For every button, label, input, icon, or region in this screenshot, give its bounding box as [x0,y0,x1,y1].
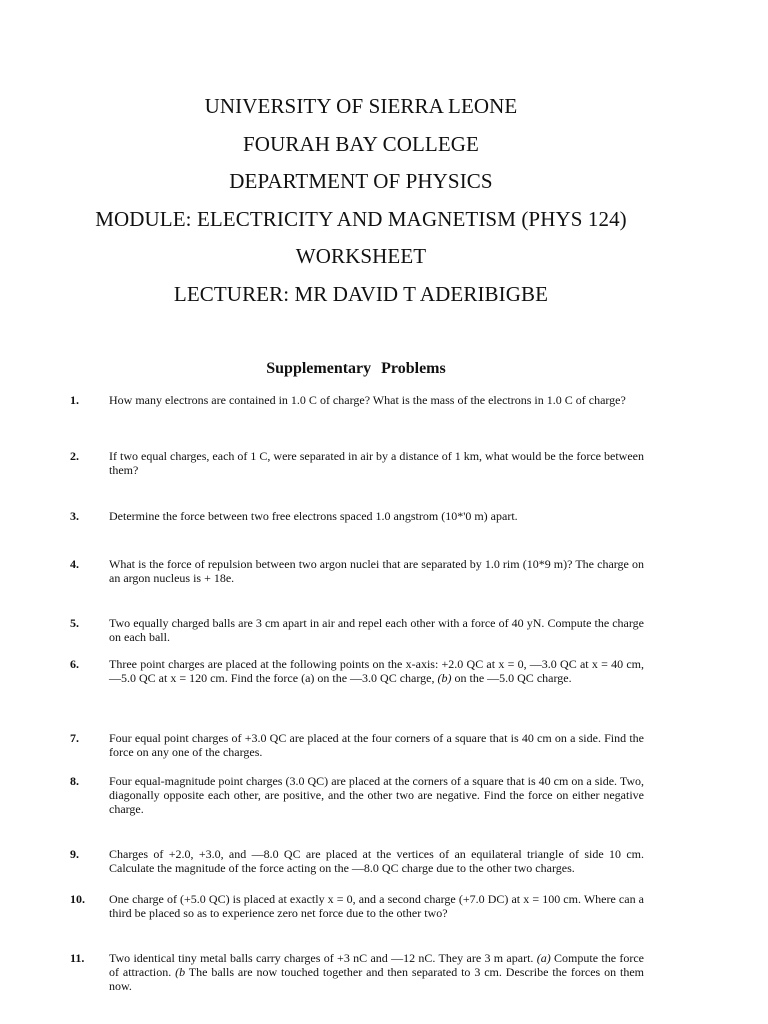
problem-part-a-label: (a) [536,951,551,965]
problem-number: 4. [70,557,79,571]
department-name: DEPARTMENT OF PHYSICS [229,169,493,194]
problem-text: Two equally charged balls are 3 cm apart in air and repel each other with a force of 40 yN. Compute the charge on each ball. [109,616,644,644]
university-name: UNIVERSITY OF SIERRA LEONE [204,94,518,118]
problem-text [109,657,644,685]
problem-text: Determine the force between two free electrons spaced 1.0 angstrom (10*'0 m) apart. [109,509,518,523]
problem-part-a: Compute the force of attraction. [109,951,644,979]
problem-text: If two equal charges, each of 1 C, were separated in air by a distance of 1 km, what would be the force between them? [109,449,644,477]
problem-number: 9. [70,847,79,861]
college-name: FOURAH BAY COLLEGE [243,131,479,156]
problem-part-b-label: (b) [437,671,452,685]
problem-number: 7. [70,731,79,745]
problem-text: Four equal-magnitude point charges (3.0 QC) are placed at the corners of a square that is 40 cm on a side. Two, diagonally opposite each other, are positive, and the other two are negative. Find the force on either negative charge. [109,774,644,816]
problem-number: 11. [70,951,85,965]
problem-text: Four equal point charges of +3.0 QC are placed at the four corners of a square that is 40 cm on a side. Find the force on any one of the charges. [109,731,644,759]
problem-text: What is the force of repulsion between two argon nuclei that are separated by 1.0 rim (10*9 m)? The charge on an argon nucleus is + 18e. [109,557,644,585]
problem-number: 1. [70,393,79,407]
problem-part-b-label: (b [175,965,186,979]
problem-text: Charges of +2.0, +3.0, and —8.0 QC are placed at the vertices of an equilateral triangle of side 10 cm. Calculate the magnitude of the force acting on the —8.0 QC charge due to the other two charges. [109,847,644,875]
problem-number: 8. [70,774,79,788]
problem-number: 3. [70,509,79,523]
problem-number: 2. [70,449,79,463]
problem-text [109,951,644,993]
lecturer-name: LECTURER: MR DAVID T ADERIBIGBE [173,281,549,306]
document-type: WORKSHEET [295,244,427,269]
document-header [0,88,722,314]
problem-text: One charge of (+5.0 QC) is placed at exactly x = 0, and a second charge (+7.0 DC) at x = 100 cm. Where can a third be placed so as to experience zero net force due to the other two? [109,892,644,920]
problem-intro: Two identical tiny metal balls carry charges of +3 nC and —12 nC. They are 3 m apart. [109,951,537,965]
problem-part-b: The balls are now touched together and then separated to 3 cm. Describe the forces on them now. [109,965,644,993]
problem-part-b: on the —5.0 QC charge. [451,671,572,685]
problem-number: 6. [70,657,79,671]
problem-number: 5. [70,616,79,630]
problem-part-a: Three point charges are placed at the following points on the x-axis: +2.0 QC at x = 0, —3.0 QC at x = 40 cm, —5.0 QC at x = 120 cm. Find the force (a) on the —3.0 QC charge, [109,657,644,685]
problem-text: How many electrons are contained in 1.0 C of charge? What is the mass of the electrons in 1.0 C of charge? [109,393,626,407]
module-title: MODULE: ELECTRICITY AND MAGNETISM (PHYS 124) [95,206,627,231]
section-title: Supplementary Problems [266,360,446,377]
problem-number: 10. [70,892,85,906]
